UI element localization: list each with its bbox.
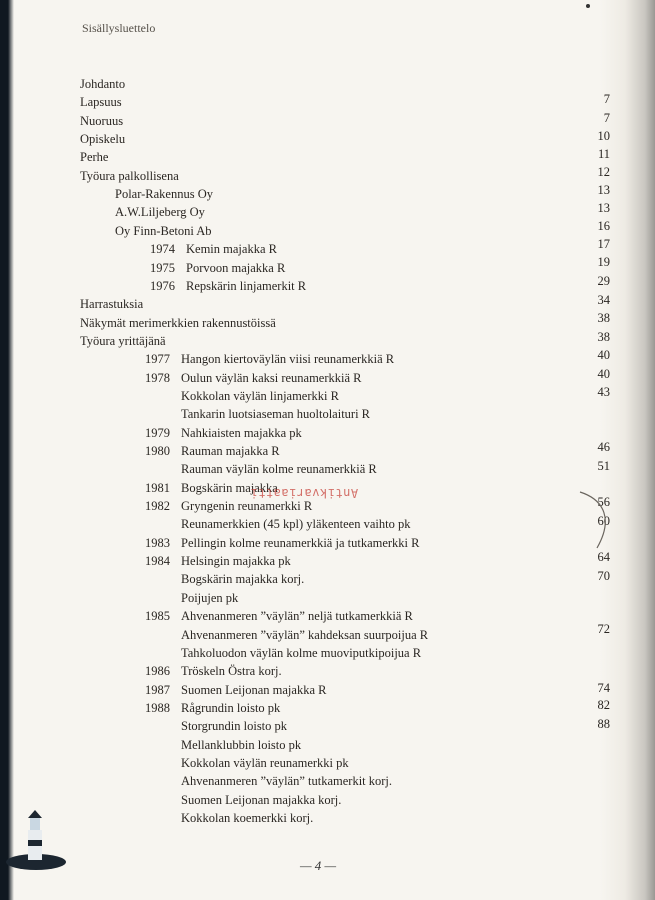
toc-entry	[145, 516, 410, 532]
page-number: 43	[597, 385, 610, 399]
entry-title: Työura palkollisena	[80, 168, 179, 183]
entry-title: Harrastuksia	[80, 297, 144, 312]
page-number: 74	[597, 681, 610, 695]
entry-title: Ahvenanmeren ”väylän” tutkamerkit korj.	[181, 774, 393, 789]
page-number: 11	[597, 147, 610, 161]
toc-entry	[150, 278, 306, 294]
entry-title: Pellingin kolme reunamerkkiä ja tutkamerkki R	[181, 535, 420, 550]
toc-entry	[145, 370, 362, 386]
page-number: 46	[597, 440, 610, 454]
entry-title: Kemin majakka R	[186, 242, 277, 257]
toc-entry	[145, 682, 326, 698]
entry-title: Ahvenanmeren ”väylän” kahdeksan suurpoijua R	[181, 627, 429, 642]
entry-year: 1986	[145, 664, 170, 679]
entry-year: 1977	[145, 352, 170, 367]
toc-entry	[145, 553, 291, 569]
toc-entry	[80, 113, 123, 129]
toc-entry	[150, 241, 277, 257]
entry-title: Perhe	[80, 150, 109, 165]
entry-title: Repskärin linjamerkit R	[186, 278, 307, 293]
toc-entry	[80, 333, 166, 349]
running-head: Sisällysluettelo	[82, 21, 156, 35]
page-number: 70	[597, 569, 610, 583]
entry-title: Storgrundin loisto pk	[181, 719, 288, 734]
entry-title: Gryngenin reunamerkki R	[181, 499, 313, 514]
entry-year: 1984	[145, 554, 170, 569]
toc-entry	[150, 260, 285, 276]
entry-year: 1980	[145, 444, 170, 458]
entry-year: 1985	[145, 609, 170, 624]
toc-entry	[145, 773, 392, 789]
entry-year: 1981	[145, 480, 170, 495]
toc-entry	[80, 94, 122, 110]
page-number: 51	[597, 459, 610, 473]
page-number: 60	[597, 514, 610, 528]
toc-entry	[145, 425, 302, 441]
entry-title: Rauman väylän kolme reunamerkkiä R	[181, 462, 377, 477]
page-number: 40	[597, 348, 610, 362]
page-number: 38	[597, 330, 610, 344]
toc-entry	[80, 296, 143, 312]
entry-title: Kokkolan koemerkki korj.	[181, 811, 314, 825]
toc-entry	[80, 149, 108, 165]
entry-title: Kokkolan väylän reunamerkki pk	[181, 755, 349, 770]
toc-entry	[145, 535, 419, 551]
page-number: 16	[597, 219, 610, 233]
toc-entry	[145, 590, 238, 606]
page-footer: — 4 —	[300, 858, 337, 873]
entry-title: Työura yrittäjänä	[80, 333, 166, 348]
toc-entry	[145, 627, 428, 643]
entry-title: Ahvenanmeren ”väylän” neljä tutkamerkkiä R	[181, 609, 413, 624]
entry-title: Hangon kiertoväylän viisi reunamerkkiä R	[181, 352, 395, 367]
entry-title: Suomen Leijonan majakka R	[181, 682, 327, 697]
pen-mark-icon	[575, 490, 615, 550]
entry-title: Helsingin majakka pk	[181, 554, 291, 569]
entry-year: 1979	[145, 425, 170, 440]
page-number: 12	[597, 165, 610, 179]
toc-entry	[145, 461, 377, 477]
page-number: 7	[603, 111, 610, 125]
entry-title: Reunamerkkien (45 kpl) yläkenteen vaihto pk	[181, 517, 411, 532]
page-number: 56	[597, 495, 610, 509]
page-number: 10	[597, 129, 610, 143]
toc-entry	[145, 443, 280, 459]
entry-year: 1988	[145, 700, 170, 715]
entry-year: 1978	[145, 370, 170, 385]
entry-year: 1976	[150, 278, 175, 293]
toc-entry	[145, 718, 287, 734]
entry-title: Oy Finn-Betoni Ab	[115, 223, 212, 238]
toc-entry	[145, 645, 421, 661]
toc-entry	[80, 76, 125, 92]
entry-title: Näkymät merimerkkien rakennustöissä	[80, 315, 276, 330]
entry-title: A.W.Liljeberg Oy	[115, 205, 205, 220]
entry-title: Opiskelu	[80, 132, 126, 147]
page-number: 88	[597, 717, 610, 731]
entry-title: Nahkiaisten majakka pk	[181, 425, 302, 440]
toc-entry	[145, 737, 301, 753]
entry-year: 1975	[150, 260, 175, 275]
page-number: 64	[597, 550, 610, 564]
toc-entry	[145, 406, 370, 422]
entry-title: Bogskärin majakka korj.	[181, 572, 305, 587]
toc-entry	[145, 810, 313, 826]
page-number: 34	[597, 293, 610, 307]
page-number: 38	[597, 311, 610, 325]
toc-entry	[145, 792, 341, 808]
entry-title: Oulun väylän kaksi reunamerkkiä R	[181, 370, 362, 385]
entry-title: Nuoruus	[80, 113, 124, 128]
page-number: 29	[597, 274, 610, 288]
entry-title: Tröskeln Östra korj.	[181, 664, 282, 679]
page-number: 19	[597, 255, 610, 269]
watermark: Antikvariaatti	[250, 486, 359, 500]
page-number: 13	[597, 201, 610, 215]
toc-entry	[145, 351, 394, 367]
toc-entry	[145, 388, 339, 404]
entry-year: 1983	[145, 535, 170, 550]
entry-title: Rågrundin loisto pk	[181, 700, 281, 715]
entry-title: Kokkolan väylän linjamerkki R	[181, 388, 339, 403]
entry-title: Tahkoluodon väylän kolme muoviputkipoijua R	[181, 645, 422, 660]
page-number: 40	[597, 367, 610, 381]
entry-title: Polar-Rakennus Oy	[115, 187, 213, 202]
toc-entry	[115, 186, 213, 202]
toc-entry	[115, 223, 212, 239]
toc-entry	[145, 608, 413, 624]
toc-entry	[145, 755, 349, 771]
toc-entry	[145, 700, 280, 716]
entry-title: Tankarin luotsiaseman huoltolaituri R	[181, 407, 371, 422]
entry-title: Mellanklubbin loisto pk	[181, 737, 302, 752]
entry-title: Bogskärin majakka	[181, 480, 278, 495]
page-number: 17	[597, 237, 610, 251]
entry-title: Lapsuus	[80, 95, 122, 110]
toc-entry	[145, 663, 282, 679]
entry-title: Porvoon majakka R	[186, 260, 286, 275]
toc-entry	[80, 315, 276, 331]
page-number: 7	[603, 92, 610, 106]
toc-entry	[80, 168, 179, 184]
entry-year: 1987	[145, 682, 170, 697]
toc-entry	[145, 571, 304, 587]
toc-entry	[145, 498, 312, 514]
entry-year: 1974	[150, 242, 175, 257]
entry-title: Poijujen pk	[181, 590, 239, 605]
toc-entry	[115, 204, 205, 220]
page-number: 13	[597, 183, 610, 197]
entry-title: Rauman majakka R	[181, 444, 280, 458]
lighthouse-icon	[6, 800, 76, 870]
corner-dot	[586, 4, 590, 8]
toc-entry	[80, 131, 125, 147]
entry-title: Suomen Leijonan majakka korj.	[181, 792, 342, 807]
page-number: 72	[597, 622, 610, 636]
entry-title: Johdanto	[80, 77, 126, 91]
entry-year: 1982	[145, 499, 170, 514]
page-number: 82	[597, 698, 610, 712]
